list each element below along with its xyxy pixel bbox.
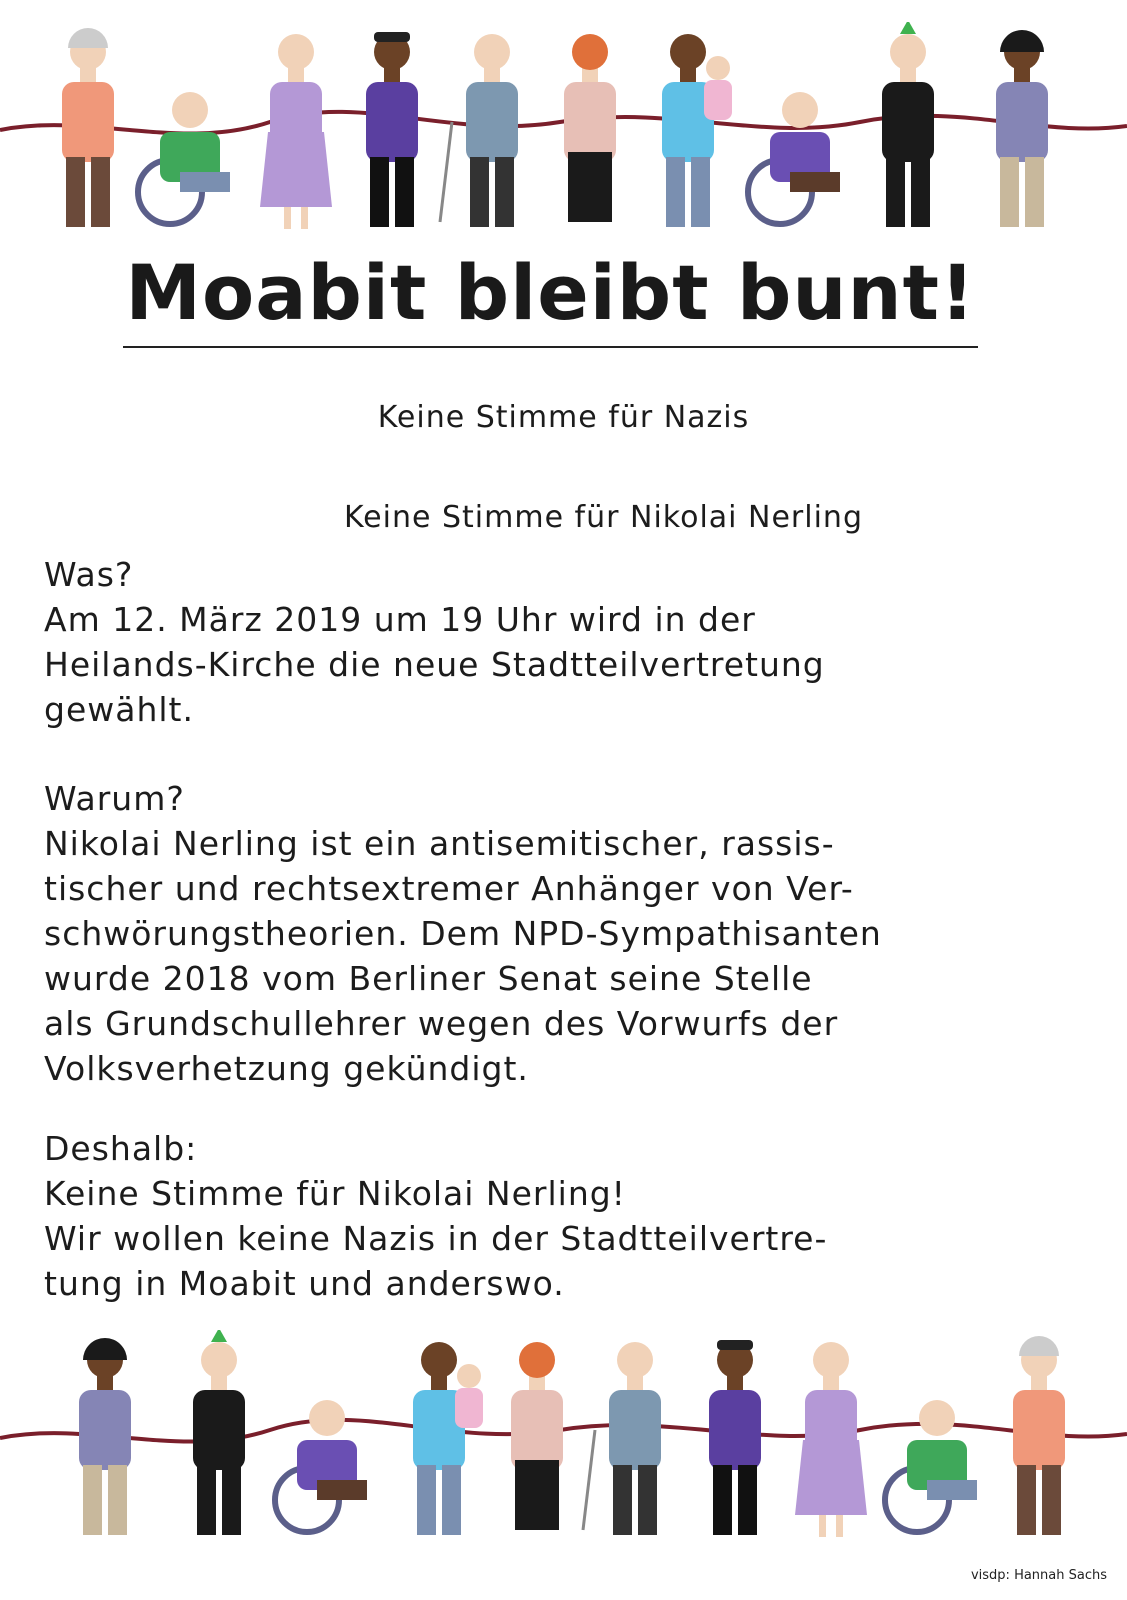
- rope: [0, 112, 1127, 134]
- person-figure: [709, 1340, 761, 1535]
- section-heading: Was?: [44, 555, 134, 594]
- person-figure: [583, 1342, 661, 1535]
- person-figure: [662, 34, 732, 227]
- subtitle-nazis: Keine Stimme für Nazis: [377, 400, 750, 435]
- person-figure: [748, 92, 840, 224]
- text-line: tung in Moabit und anderswo.: [44, 1264, 565, 1303]
- text-line: Volksverhetzung gekündigt.: [44, 1049, 529, 1088]
- person-figure: [193, 1330, 245, 1535]
- person-figure: [795, 1342, 867, 1537]
- text-line: gewählt.: [44, 690, 194, 729]
- text-line: schwörungstheorien. Dem NPD-Sympathisanten: [44, 914, 882, 953]
- person-figure: [138, 92, 230, 224]
- person-figure: [882, 22, 934, 227]
- section-deshalb: [44, 1126, 1094, 1306]
- text-line: Wir wollen keine Nazis in der Stadtteilvertre-: [44, 1219, 828, 1258]
- section-heading: Deshalb:: [44, 1129, 198, 1168]
- person-figure: [79, 1338, 131, 1535]
- text-line: tischer und rechtsextremer Anhänger von Ver-: [44, 869, 854, 908]
- text-line: Nikolai Nerling ist ein antisemitischer, rassis-: [44, 824, 835, 863]
- section-was: [44, 552, 1094, 732]
- people-holding-rope-illustration-bottom: [0, 1330, 1127, 1570]
- section-warum: [44, 776, 1094, 1091]
- person-figure: [260, 34, 332, 229]
- person-figure: [996, 30, 1048, 227]
- people-illustration-svg: [0, 1330, 1127, 1570]
- title-underline: [123, 346, 978, 348]
- subtitle-nerling: Keine Stimme für Nikolai Nerling: [344, 500, 863, 535]
- person-figure: [1013, 1336, 1065, 1535]
- person-figure: [440, 34, 518, 227]
- person-figure: [885, 1400, 977, 1532]
- people-holding-rope-illustration-top: [0, 22, 1127, 262]
- rope: [0, 1420, 1127, 1442]
- text-line: als Grundschullehrer wegen des Vorwurfs der: [44, 1004, 839, 1043]
- person-figure: [413, 1342, 483, 1535]
- people-illustration-svg: [0, 22, 1127, 262]
- person-figure: [511, 1342, 563, 1530]
- text-line: Heilands-Kirche die neue Stadtteilvertretung: [44, 645, 825, 684]
- person-figure: [62, 28, 114, 227]
- text-line: Keine Stimme für Nikolai Nerling!: [44, 1174, 626, 1213]
- section-heading: Warum?: [44, 779, 185, 818]
- footer-credit: visdp: Hannah Sachs: [970, 1568, 1107, 1583]
- text-line: wurde 2018 vom Berliner Senat seine Stelle: [44, 959, 813, 998]
- page-title: Moabit bleibt bunt!: [125, 248, 976, 337]
- text-line: Am 12. März 2019 um 19 Uhr wird in der: [44, 600, 756, 639]
- person-figure: [564, 34, 616, 222]
- person-figure: [366, 32, 418, 227]
